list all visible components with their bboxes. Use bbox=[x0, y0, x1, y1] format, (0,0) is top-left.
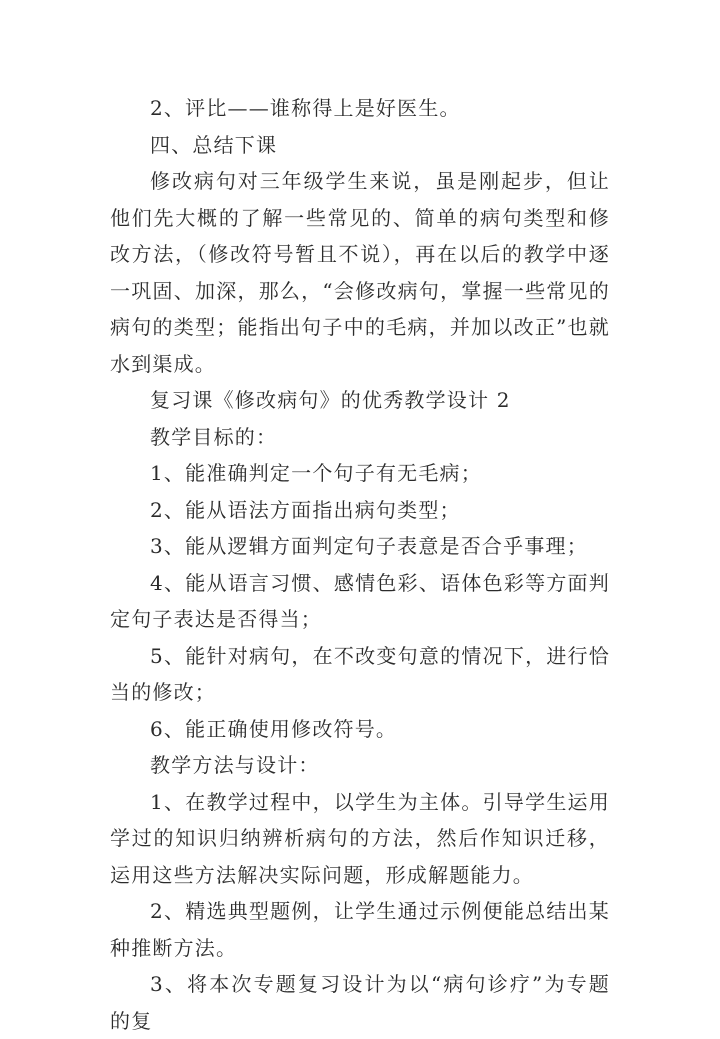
objectives-heading: 教学目标的： bbox=[150, 424, 278, 449]
design-title: 复习课《修改病句》的优秀教学设计 2 bbox=[150, 388, 511, 412]
paragraph-summary: 修改病句对三年级学生来说，虽是刚起步，但让他们先大概的了解一些常见的、简单的病句类型和修改方法，（修改符号暂且不说），再在以后的教学中逐一巩固、加深，那么，“会修改病句，掌握一些常见的病句的类型；能指出句子中的毛病，并加以改正”也就水到渠成。 bbox=[110, 169, 610, 376]
methods-heading: 教学方法与设计： bbox=[150, 753, 320, 777]
paragraph-appraisal: 2、评比——谁称得上是好医生。 bbox=[150, 96, 461, 120]
method-item: 3、将本次专题复习设计为以“病句诊疗”为专题的复 bbox=[110, 972, 610, 1033]
objective-item: 4、能从语言习惯、感情色彩、语体色彩等方面判定句子表达是否得当； bbox=[110, 570, 610, 631]
objective-item: 5、能针对病句，在不改变句意的情况下，进行恰当的修改； bbox=[110, 643, 610, 704]
objective-item: 2、能从语法方面指出病句类型； bbox=[150, 497, 461, 522]
method-item: 1、在教学过程中，以学生为主体。引导学生运用学过的知识归纳辨析病句的方法，然后作知识迁移，运用这些方法解决实际问题，形成解题能力。 bbox=[110, 789, 610, 887]
document-body bbox=[110, 90, 610, 1039]
objective-item: 3、能从逻辑方面判定句子表意是否合乎事理； bbox=[150, 534, 588, 558]
objective-item: 1、能准确判定一个句子有无毛病； bbox=[150, 461, 482, 485]
section-heading-summary: 四、总结下课 bbox=[150, 132, 278, 157]
objective-item: 6、能正确使用修改符号。 bbox=[150, 716, 398, 741]
method-item: 2、精选典型题例，让学生通过示例便能总结出某种推断方法。 bbox=[110, 899, 610, 960]
